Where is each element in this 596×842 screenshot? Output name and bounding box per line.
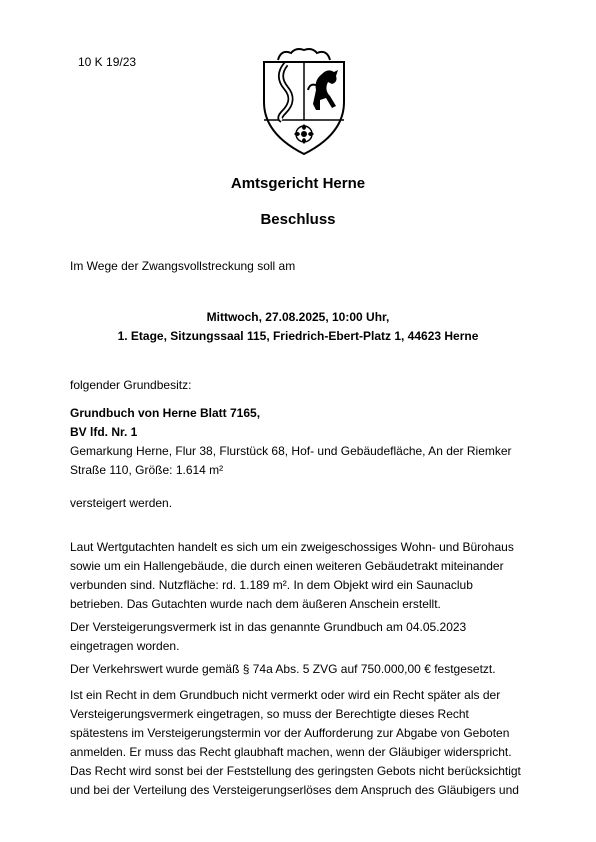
text-line: Das Recht wird sonst bei der Feststellung des geringsten Gebots nicht berücksichtigt (70, 764, 521, 778)
coat-of-arms-icon (258, 46, 350, 158)
property-details (70, 404, 532, 480)
decision-title: Beschluss (260, 211, 336, 228)
appointment-date: Mittwoch, 27.08.2025, 10:00 Uhr, (206, 310, 390, 324)
text-line: eingetragen worden. (70, 639, 180, 653)
case-number: 10 K 19/23 (78, 55, 137, 69)
text-line: Ist ein Recht in dem Grundbuch nicht vermerkt oder wird ein Recht später als der (70, 688, 501, 702)
court-name: Amtsgericht Herne (230, 175, 366, 192)
intro-text: Im Wege der Zwangsvollstreckung soll am (70, 259, 296, 273)
text-line: sowie um ein Hallengebäude, die durch einen weiteren Gebäudetrakt miteinander (70, 559, 504, 573)
paragraph-appraisal (70, 538, 532, 614)
text-line: anmelden. Er muss das Recht glaubhaft machen, wenn der Gläubiger widerspricht. (70, 745, 512, 759)
appointment-location: 1. Etage, Sitzungssaal 115, Friedrich-Ebert-Platz 1, 44623 Herne (117, 329, 479, 343)
text-line: Versteigerungsvermerk eingetragen, so muss der Berechtigte dieses Recht (70, 707, 469, 721)
property-intro: folgender Grundbesitz: (70, 378, 192, 392)
land-register: Grundbuch von Herne Blatt 7165, (70, 406, 261, 420)
text-line: und bei der Verteilung des Versteigerungserlöses dem Anspruch des Gläubigers und (70, 783, 519, 797)
paragraph-market-value (70, 660, 532, 679)
paragraph-registration (70, 618, 532, 656)
property-description-line: Gemarkung Herne, Flur 38, Flurstück 68, Hof- und Gebäudefläche, An der Riemker (70, 444, 512, 458)
text-line: betrieben. Das Gutachten wurde nach dem äußeren Anschein erstellt. (70, 597, 441, 611)
text-line: verbunden sind. Nutzfläche: rd. 1.189 m². In dem Objekt wird ein Saunaclub (70, 578, 473, 592)
property-description-line: Straße 110, Größe: 1.614 m² (70, 463, 224, 477)
register-entry: BV lfd. Nr. 1 (70, 425, 138, 439)
paragraph-rights (70, 686, 532, 800)
text-line: Laut Wertgutachten handelt es sich um ein zweigeschossiges Wohn- und Bürohaus (70, 540, 514, 554)
text-line: Der Verkehrswert wurde gemäß § 74a Abs. 5 ZVG auf 750.000,00 € festgesetzt. (70, 662, 496, 676)
text-line: Der Versteigerungsvermerk ist in das genannte Grundbuch am 04.05.2023 (70, 620, 467, 634)
auctioned-text: versteigert werden. (70, 496, 173, 510)
text-line: spätestens im Versteigerungstermin vor der Aufforderung zur Abgabe von Geboten (70, 726, 510, 740)
